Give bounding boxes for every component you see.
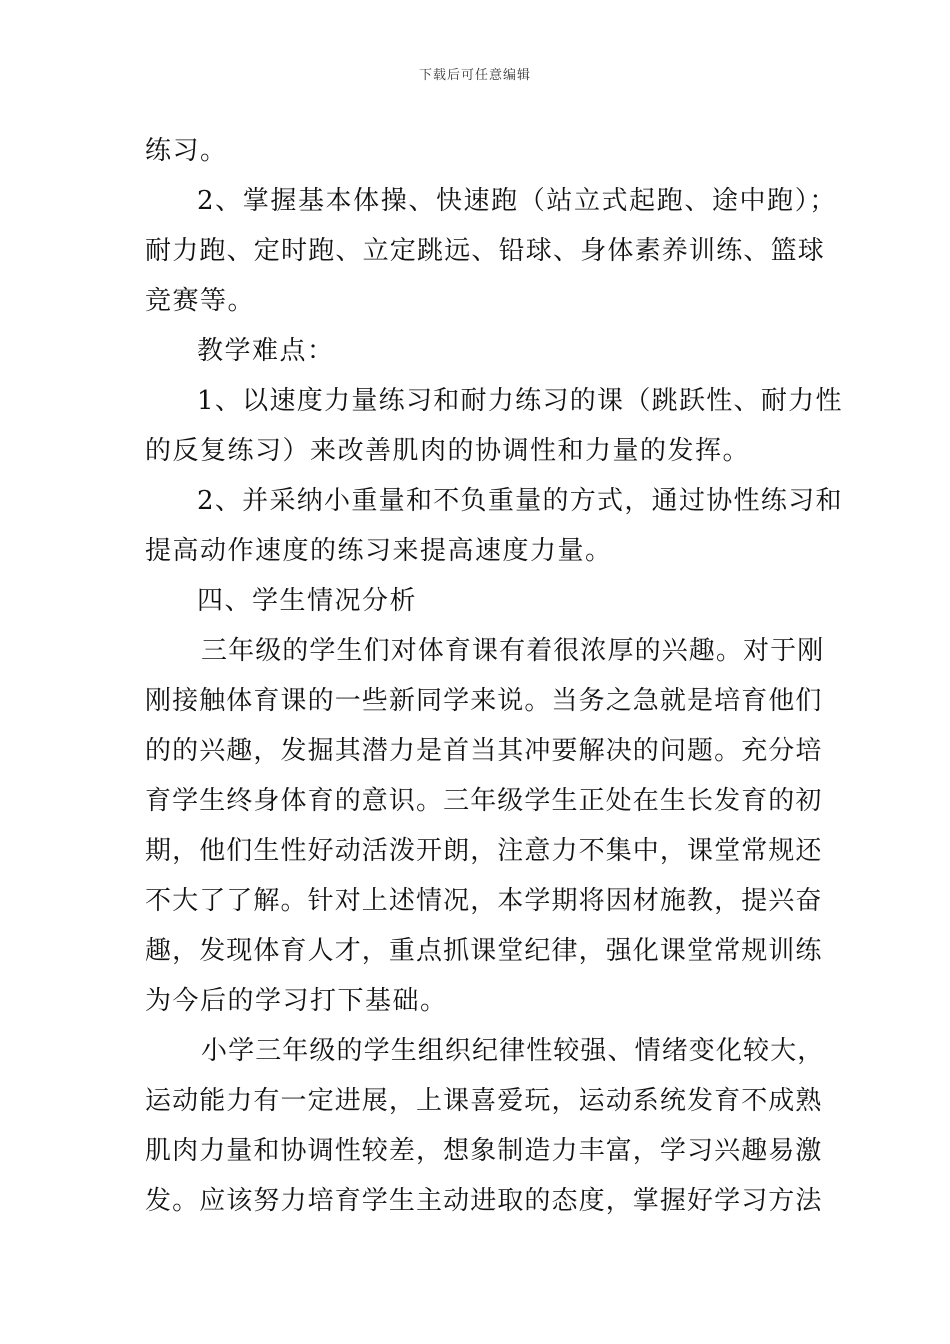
body-line: 的反复练习）来改善肌肉的协调性和力量的发挥。 [145,436,751,466]
body-line: 期，他们生性好动活泼开朗，注意力不集中，课堂常规还 [145,836,823,866]
body-line: 教学难点： [197,336,335,366]
body-line: 小学三年级的学生组织纪律性较强、情绪变化较大， [201,1036,825,1066]
body-line: 2、并采纳小重量和不负重量的方式，通过协性练习和 [197,486,843,516]
body-line: 1、以速度力量练习和耐力练习的课（跳跃性、耐力性 [197,386,843,416]
body-line: 四、学生情况分析 [197,586,418,616]
body-line: 三年级的学生们对体育课有着很浓厚的兴趣。对于刚 [201,636,825,666]
body-line: 为今后的学习打下基础。 [145,986,448,1016]
body-line: 育学生终身体育的意识。三年级学生正处在生长发育的初 [145,786,823,816]
body-line: 的的兴趣，发掘其潜力是首当其冲要解决的问题。充分培 [145,736,823,766]
body-line: 运动能力有一定进展，上课喜爱玩，运动系统发育不成熟 [145,1086,823,1116]
body-line: 耐力跑、定时跑、立定跳远、铅球、身体素养训练、篮球 [145,236,826,266]
body-line: 竞赛等。 [145,286,256,316]
body-line: 趣，发现体育人才，重点抓课堂纪律，强化课堂常规训练 [145,936,823,966]
page-header: 下载后可任意编辑 [418,68,531,83]
body-line: 肌肉力量和协调性较差，想象制造力丰富，学习兴趣易激 [145,1136,823,1166]
body-line: 刚接触体育课的一些新同学来说。当务之急就是培育他们 [145,686,823,716]
body-line: 练习。 [145,136,228,166]
body-line: 发。应该努力培育学生主动进取的态度，掌握好学习方法 [145,1186,823,1216]
body-line: 2、掌握基本体操、快速跑（站立式起跑、途中跑）； [197,186,837,216]
body-line: 提高动作速度的练习来提高速度力量。 [145,536,613,566]
body-line: 不大了了解。针对上述情况，本学期将因材施教，提兴奋 [145,886,823,916]
